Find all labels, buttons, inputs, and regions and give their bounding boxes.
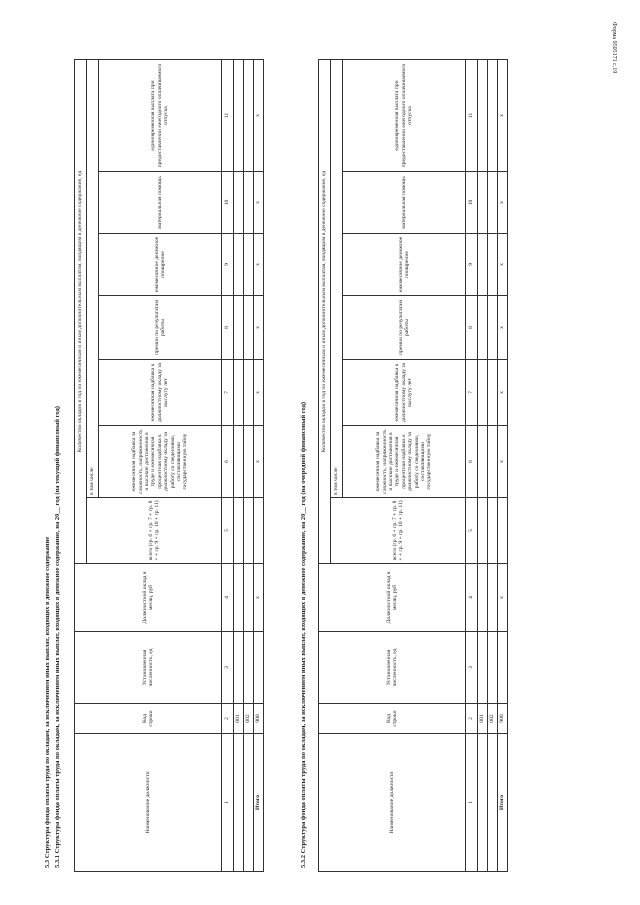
col-6-header: ежемесячная надбавка за сложность, напряженность и высокие достижения в труде и ежемесячная процентная надбавка к должностному окладу за работу со сведениями, составляющими государственную тайну bbox=[99, 426, 222, 498]
staff-count-total[interactable] bbox=[254, 632, 264, 704]
column-number: 5 bbox=[222, 498, 234, 564]
c10-cell[interactable] bbox=[244, 172, 254, 234]
position-cell[interactable] bbox=[478, 734, 488, 872]
col-position-header: Наименование должности bbox=[75, 734, 222, 872]
total-row bbox=[254, 60, 264, 872]
total-total[interactable] bbox=[254, 498, 264, 564]
c8-cell[interactable] bbox=[488, 296, 498, 360]
c11-cell[interactable] bbox=[488, 60, 498, 172]
total-cell[interactable] bbox=[244, 498, 254, 564]
column-number: 8 bbox=[222, 296, 234, 360]
column-number: 11 bbox=[466, 60, 478, 172]
column-number: 6 bbox=[222, 426, 234, 498]
col-7-header: ежемесячная надбавка к должностному окладу за выслугу лет bbox=[343, 360, 466, 426]
c6-total: x bbox=[498, 426, 508, 498]
salary-cell[interactable] bbox=[488, 564, 498, 632]
c10-total: x bbox=[498, 172, 508, 234]
rotated-page bbox=[40, 32, 600, 872]
col-11-header: единовременная выплата при предоставлении ежегодного оплачиваемого отпуска bbox=[99, 60, 222, 172]
total-label: Итого bbox=[254, 734, 264, 872]
column-number: 8 bbox=[466, 296, 478, 360]
column-number: 11 bbox=[222, 60, 234, 172]
column-number: 3 bbox=[222, 632, 234, 704]
col-10-header: материальная помощь bbox=[99, 172, 222, 234]
salary-cell[interactable] bbox=[244, 564, 254, 632]
c9-cell[interactable] bbox=[478, 234, 488, 296]
column-number: 9 bbox=[466, 234, 478, 296]
c11-cell[interactable] bbox=[478, 60, 488, 172]
column-number: 1 bbox=[222, 734, 234, 872]
table-row bbox=[488, 60, 498, 872]
c11-total: x bbox=[498, 60, 508, 172]
col-staff-header: Установленная численность, ед bbox=[319, 632, 466, 704]
column-number: 10 bbox=[222, 172, 234, 234]
col-salary-header: Должностной оклад в месяц, руб bbox=[319, 564, 466, 632]
column-number: 6 bbox=[466, 426, 478, 498]
column-number: 7 bbox=[222, 360, 234, 426]
c7-total: x bbox=[254, 360, 264, 426]
line-code: 900 bbox=[254, 704, 264, 734]
column-numbers-row bbox=[466, 60, 478, 872]
line-code: 900 bbox=[498, 704, 508, 734]
c10-total: x bbox=[254, 172, 264, 234]
col-salary-header: Должностной оклад в месяц, руб bbox=[75, 564, 222, 632]
col-6-header: ежемесячная надбавка за сложность, напряженность и высокие достижения в труде и ежемесячная процентная надбавка к должностному окладу за работу со сведениями, составляющими государственную тайну bbox=[343, 426, 466, 498]
c11-total: x bbox=[254, 60, 264, 172]
column-numbers-row bbox=[222, 60, 234, 872]
staff-count-total[interactable] bbox=[498, 632, 508, 704]
c9-total: x bbox=[498, 234, 508, 296]
c8-total: x bbox=[254, 296, 264, 360]
staff-count-cell[interactable] bbox=[234, 632, 244, 704]
c9-cell[interactable] bbox=[488, 234, 498, 296]
c10-cell[interactable] bbox=[234, 172, 244, 234]
position-cell[interactable] bbox=[234, 734, 244, 872]
col-code-header: Код строки bbox=[319, 704, 466, 734]
c6-total: x bbox=[254, 426, 264, 498]
c11-cell[interactable] bbox=[244, 60, 254, 172]
salary-total: x bbox=[254, 564, 264, 632]
c7-cell[interactable] bbox=[244, 360, 254, 426]
salary-total: x bbox=[498, 564, 508, 632]
col-subgroup-header: в том числе bbox=[87, 60, 99, 498]
column-number: 1 bbox=[466, 734, 478, 872]
c8-total: x bbox=[498, 296, 508, 360]
column-number: 4 bbox=[466, 564, 478, 632]
c8-cell[interactable] bbox=[234, 296, 244, 360]
form-code: Форма 0505171 с.19 bbox=[611, 22, 617, 74]
c6-cell[interactable] bbox=[488, 426, 498, 498]
line-code: 001 bbox=[234, 704, 244, 734]
col-total-header: всего (гр. 6 + гр. 7 + гр. 8 + + гр. 9 + гр. 10 + гр. 11) bbox=[87, 498, 222, 564]
table-row bbox=[234, 60, 244, 872]
c8-cell[interactable] bbox=[244, 296, 254, 360]
col-11-header: единовременная выплата при предоставлении ежегодного оплачиваемого отпуска bbox=[343, 60, 466, 172]
section-title: 5.3 Структура фонда оплаты труда по окладам, за исключением иных выплат, входящих в денежное содержание bbox=[44, 536, 51, 868]
col-group-header: Количество окладов в год по ежемесячным и иным дополнительным выплатам, входящим в денежное содержание, ед bbox=[75, 60, 87, 564]
col-8-header: премии по результатам работы bbox=[99, 296, 222, 360]
total-total[interactable] bbox=[498, 498, 508, 564]
col-position-header: Наименование должности bbox=[319, 734, 466, 872]
col-staff-header: Установленная численность, ед bbox=[75, 632, 222, 704]
column-number: 3 bbox=[466, 632, 478, 704]
col-9-header: ежемесячное денежное поощрение bbox=[99, 234, 222, 296]
col-code-header: Код строки bbox=[75, 704, 222, 734]
c9-cell[interactable] bbox=[244, 234, 254, 296]
line-code: 002 bbox=[488, 704, 498, 734]
salary-cell[interactable] bbox=[478, 564, 488, 632]
line-code: 001 bbox=[478, 704, 488, 734]
staff-count-cell[interactable] bbox=[244, 632, 254, 704]
c7-total: x bbox=[498, 360, 508, 426]
staff-count-cell[interactable] bbox=[478, 632, 488, 704]
c11-cell[interactable] bbox=[234, 60, 244, 172]
col-10-header: материальная помощь bbox=[343, 172, 466, 234]
table-row bbox=[244, 60, 254, 872]
column-number: 9 bbox=[222, 234, 234, 296]
c7-cell[interactable] bbox=[234, 360, 244, 426]
total-cell[interactable] bbox=[488, 498, 498, 564]
c8-cell[interactable] bbox=[478, 296, 488, 360]
table-row bbox=[478, 60, 488, 872]
c9-total: x bbox=[254, 234, 264, 296]
table2-title: 5.3.2 Структура фонда оплаты труда по окладам, за исключением иных выплат, входящих в денежное содержание, на 20__ год (на очередной финансовый год) bbox=[300, 401, 307, 868]
position-cell[interactable] bbox=[244, 734, 254, 872]
column-number: 5 bbox=[466, 498, 478, 564]
table1 bbox=[74, 59, 264, 872]
column-number: 7 bbox=[466, 360, 478, 426]
total-row bbox=[498, 60, 508, 872]
c10-cell[interactable] bbox=[488, 172, 498, 234]
total-cell[interactable] bbox=[234, 498, 244, 564]
col-9-header: ежемесячное денежное поощрение bbox=[343, 234, 466, 296]
column-number: 10 bbox=[466, 172, 478, 234]
line-code: 002 bbox=[244, 704, 254, 734]
column-number: 4 bbox=[222, 564, 234, 632]
table1-title: 5.3.1 Структура фонда оплаты труда по окладам, за исключением иных выплат, входящих в денежное содержание, на 20__ год (на текущий финансовый год) bbox=[54, 406, 61, 868]
position-cell[interactable] bbox=[488, 734, 498, 872]
column-number: 2 bbox=[466, 704, 478, 734]
table2 bbox=[318, 59, 508, 872]
c9-cell[interactable] bbox=[234, 234, 244, 296]
total-label: Итого bbox=[498, 734, 508, 872]
total-cell[interactable] bbox=[478, 498, 488, 564]
c6-cell[interactable] bbox=[234, 426, 244, 498]
staff-count-cell[interactable] bbox=[488, 632, 498, 704]
col-8-header: премии по результатам работы bbox=[343, 296, 466, 360]
c6-cell[interactable] bbox=[478, 426, 488, 498]
c7-cell[interactable] bbox=[478, 360, 488, 426]
salary-cell[interactable] bbox=[234, 564, 244, 632]
col-group-header: Количество окладов в год по ежемесячным и иным дополнительным выплатам, входящим в денежное содержание, ед bbox=[319, 60, 331, 564]
col-7-header: ежемесячная надбавка к должностному окладу за выслугу лет bbox=[99, 360, 222, 426]
c6-cell[interactable] bbox=[244, 426, 254, 498]
c10-cell[interactable] bbox=[478, 172, 488, 234]
column-number: 2 bbox=[222, 704, 234, 734]
col-subgroup-header: в том числе bbox=[331, 60, 343, 498]
c7-cell[interactable] bbox=[488, 360, 498, 426]
col-total-header: всего (гр. 6 + гр. 7 + гр. 8 + + гр. 9 + гр. 10 + гр. 11) bbox=[331, 498, 466, 564]
